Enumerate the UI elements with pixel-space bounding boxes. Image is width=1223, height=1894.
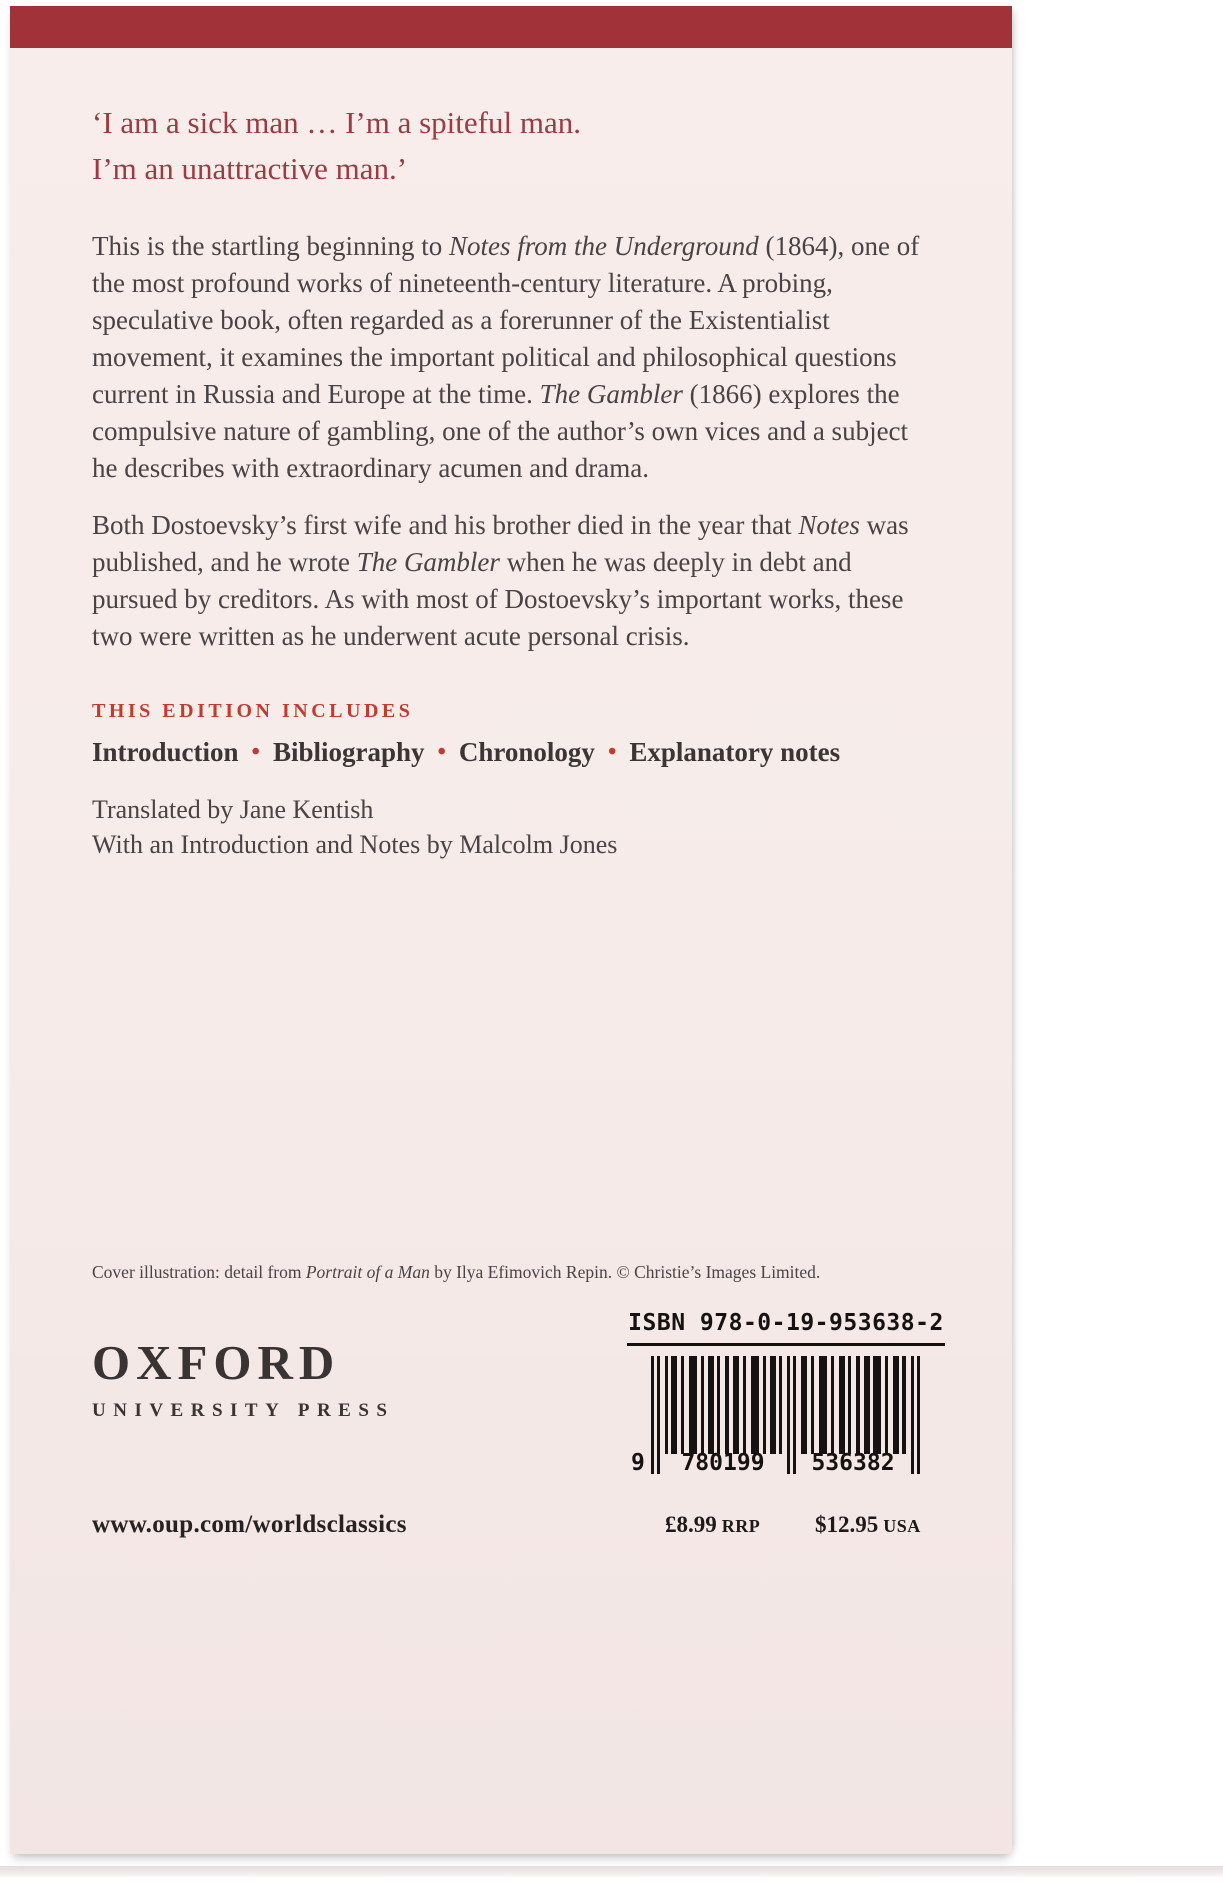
cover-illustration-credit: Cover illustration: detail from Portrait of a Man by Ilya Efimovich Repin. © Christie’s Images Limited. [92, 1262, 821, 1282]
price-gbp-value: £8.99 [665, 1512, 717, 1537]
edition-item-explanatory-notes: Explanatory notes [629, 737, 841, 767]
top-color-band [10, 6, 1012, 48]
edition-item-introduction: Introduction [92, 737, 239, 767]
edition-item-chronology: Chronology [458, 737, 595, 767]
back-cover [10, 6, 1012, 1854]
prices [627, 1512, 945, 1542]
bullet-separator: • [607, 739, 617, 765]
price-gbp-suffix: RRP [721, 1516, 761, 1536]
barcode-digit-first: 9 [631, 1450, 645, 1476]
publisher-logo [92, 1334, 395, 1422]
publisher-url: www.oup.com/worldsclassics [92, 1511, 407, 1538]
pull-quote-line-2: I’m an unattractive man.’ [92, 151, 408, 186]
barcode-digit-group-2: 536382 [811, 1450, 895, 1476]
edition-heading: THIS EDITION INCLUDES [92, 700, 414, 722]
bullet-separator: • [251, 739, 260, 765]
description-paragraph: This is the startling beginning to Notes from the Underground (1864), one of the most profound works of nineteenth-century literature. A probing, speculative book, often regarded as a forerunner of the Existentialist movement, it examines the important political and philosophical questions current in Russia and Europe at the time. The Gambler (1866) explores the compulsive nature of gambling, one of the author’s own vices and a subject he describes with extraordinary acumen and drama. [92, 231, 920, 483]
price-usd [815, 1512, 921, 1538]
isbn-label: ISBN 978-0-19-953638-2 [627, 1310, 945, 1346]
price-usd-suffix: USA [883, 1516, 921, 1536]
pull-quote-line-1: ‘I am a sick man … I’m a spiteful man. [92, 105, 581, 140]
price-usd-value: $12.95 [815, 1512, 879, 1537]
introduction-credit: With an Introduction and Notes by Malcolm Jones [92, 830, 618, 859]
barcode [631, 1356, 921, 1482]
oxford-wordmark: OXFORD [92, 1335, 341, 1390]
second-paragraph: Both Dostoevsky’s first wife and his brother died in the year that Notes was published, and he wrote The Gambler when he was deeply in debt and pursued by creditors. As with most of Dostoevsky’s important works, these two were written as he underwent acute personal crisis. [92, 510, 909, 651]
edition-item-bibliography: Bibliography [272, 737, 425, 767]
translator-credit: Translated by Jane Kentish [92, 795, 374, 824]
edition-list [92, 737, 840, 768]
pull-quote [92, 100, 952, 192]
isbn-block [627, 1310, 945, 1482]
page-bottom-edge [0, 1866, 1223, 1878]
barcode-digit-group-1: 780199 [681, 1450, 765, 1476]
credits [92, 792, 617, 862]
bullet-separator: • [437, 739, 446, 765]
university-press-wordmark: UNIVERSITY PRESS [92, 1400, 395, 1421]
price-gbp [665, 1512, 760, 1538]
